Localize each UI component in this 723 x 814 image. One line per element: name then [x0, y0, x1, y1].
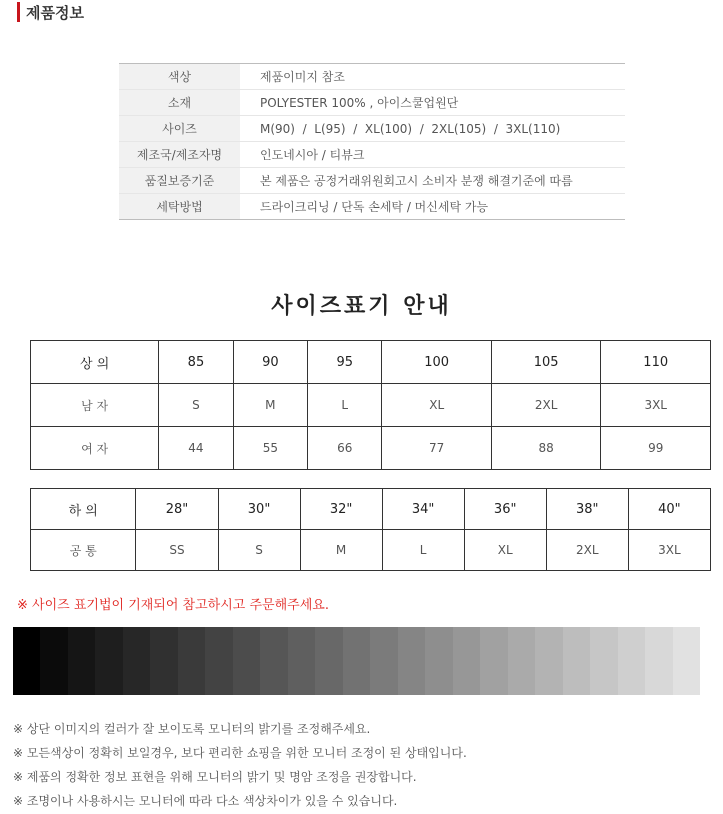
- info-row: [119, 64, 625, 90]
- table-cell: 32": [300, 489, 382, 530]
- info-label: 색상: [119, 64, 240, 90]
- product-info-table: [119, 63, 625, 220]
- note-line: ※ 조명이나 사용하시는 모니터에 따라 다소 색상차이가 있을 수 있습니다.: [13, 794, 398, 808]
- gray-swatch: [68, 627, 95, 695]
- info-row: [119, 116, 625, 142]
- gray-swatch: [425, 627, 452, 695]
- gray-swatch: [645, 627, 672, 695]
- title-accent-bar: [17, 2, 20, 22]
- gray-swatch: [288, 627, 315, 695]
- table-cell: L: [308, 384, 382, 427]
- section-title: [17, 0, 84, 24]
- table-cell: 100: [382, 341, 492, 384]
- table-cell: 88: [491, 427, 601, 470]
- table-cell: 34": [382, 489, 464, 530]
- table-row: [31, 530, 711, 571]
- info-label: 품질보증기준: [119, 168, 240, 194]
- gray-swatch: [95, 627, 122, 695]
- table-cell: 36": [464, 489, 546, 530]
- table-cell: SS: [136, 530, 218, 571]
- info-row: [119, 142, 625, 168]
- table-cell: M: [300, 530, 382, 571]
- table-cell: XL: [464, 530, 546, 571]
- table-cell: XL: [382, 384, 492, 427]
- section-title-text: 제품정보: [26, 3, 84, 22]
- table-row: [31, 427, 711, 470]
- table-cell: 44: [159, 427, 233, 470]
- gray-swatch: [535, 627, 562, 695]
- top-size-table: [30, 340, 711, 470]
- gray-swatch: [453, 627, 480, 695]
- table-cell: 상 의: [31, 341, 159, 384]
- table-row: [31, 341, 711, 384]
- note-line: ※ 제품의 정확한 정보 표현을 위해 모니터의 밝기 및 명암 조정을 권장합니다.: [13, 770, 417, 784]
- table-cell: 40": [628, 489, 710, 530]
- table-cell: 77: [382, 427, 492, 470]
- table-cell: 남 자: [31, 384, 159, 427]
- table-cell: 90: [233, 341, 307, 384]
- gray-swatch: [205, 627, 232, 695]
- table-cell: 2XL: [546, 530, 628, 571]
- info-row: [119, 90, 625, 116]
- info-row: [119, 194, 625, 220]
- table-cell: 공 통: [31, 530, 136, 571]
- table-cell: 2XL: [491, 384, 601, 427]
- table-cell: S: [159, 384, 233, 427]
- info-value: 본 제품은 공정거래위원회고시 소비자 분쟁 해결기준에 따름: [260, 174, 573, 188]
- gray-swatch: [315, 627, 342, 695]
- note-line: ※ 모든색상이 정확히 보일경우, 보다 편리한 쇼핑을 위한 모니터 조정이 된 상태입니다.: [13, 746, 467, 760]
- table-cell: 38": [546, 489, 628, 530]
- table-cell: 85: [159, 341, 233, 384]
- monitor-notes: [13, 717, 467, 813]
- info-label: 세탁방법: [119, 194, 240, 220]
- info-label: 소재: [119, 90, 240, 116]
- info-value: M(90) / L(95) / XL(100) / 2XL(105) / 3XL(110): [260, 121, 561, 136]
- info-label: 제조국/제조자명: [119, 142, 240, 168]
- gray-swatch: [233, 627, 260, 695]
- table-cell: 66: [308, 427, 382, 470]
- info-value: 인도네시아 / 티뷰크: [260, 148, 365, 162]
- size-notice: ※ 사이즈 표기법이 기재되어 참고하시고 주문해주세요.: [17, 598, 329, 613]
- info-label: 사이즈: [119, 116, 240, 142]
- table-cell: 여 자: [31, 427, 159, 470]
- note-line: ※ 상단 이미지의 컬러가 잘 보이도록 모니터의 밝기를 조정해주세요.: [13, 722, 371, 736]
- table-cell: 3XL: [628, 530, 710, 571]
- table-cell: 99: [601, 427, 711, 470]
- gray-swatch: [40, 627, 67, 695]
- gray-swatch: [480, 627, 507, 695]
- table-cell: L: [382, 530, 464, 571]
- gray-swatch: [150, 627, 177, 695]
- table-cell: S: [218, 530, 300, 571]
- info-value: POLYESTER 100% , 아이스쿨업원단: [260, 96, 459, 110]
- info-value: 제품이미지 참조: [260, 70, 345, 84]
- gray-swatch: [370, 627, 397, 695]
- gray-swatch: [123, 627, 150, 695]
- table-cell: 30": [218, 489, 300, 530]
- size-guide-title: 사이즈표기 안내: [271, 294, 452, 319]
- table-cell: 105: [491, 341, 601, 384]
- gray-swatch: [398, 627, 425, 695]
- table-cell: 하 의: [31, 489, 136, 530]
- table-row: [31, 384, 711, 427]
- table-cell: 28": [136, 489, 218, 530]
- table-cell: M: [233, 384, 307, 427]
- gray-swatch: [178, 627, 205, 695]
- gray-swatch: [508, 627, 535, 695]
- gray-swatch: [590, 627, 617, 695]
- table-cell: 3XL: [601, 384, 711, 427]
- gray-swatch: [673, 627, 700, 695]
- gray-swatch: [618, 627, 645, 695]
- gray-swatch: [13, 627, 40, 695]
- table-cell: 110: [601, 341, 711, 384]
- info-row: [119, 168, 625, 194]
- table-cell: 95: [308, 341, 382, 384]
- gray-swatch: [563, 627, 590, 695]
- grayscale-calibration-strip: [13, 627, 700, 695]
- table-cell: 55: [233, 427, 307, 470]
- bottom-size-table: [30, 488, 711, 571]
- info-value: 드라이크리닝 / 단독 손세탁 / 머신세탁 가능: [260, 200, 489, 214]
- table-row: [31, 489, 711, 530]
- gray-swatch: [260, 627, 287, 695]
- gray-swatch: [343, 627, 370, 695]
